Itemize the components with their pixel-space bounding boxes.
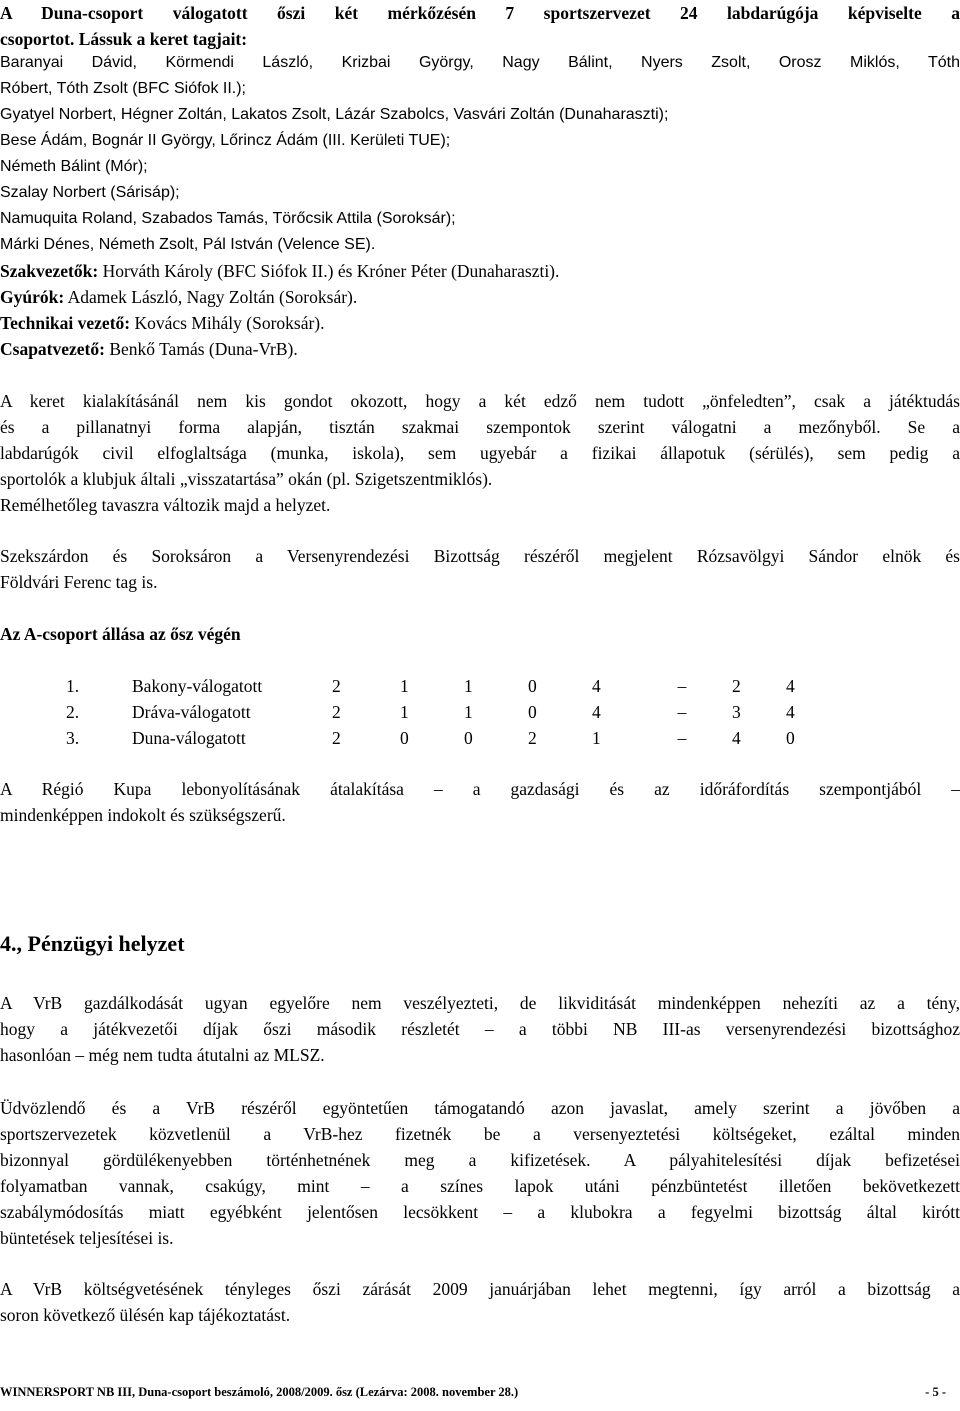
paragraph-line: büntetések teljesítései is. bbox=[0, 1228, 174, 1248]
page-footer bbox=[0, 1385, 960, 1400]
paragraph-line: bizonnyal gördülékenyebben történhetnének meg a kifizetések. A pályahitelesítési díjak befizetései bbox=[0, 1150, 960, 1170]
standings-cell-pts: 0 bbox=[786, 728, 795, 748]
roster-line: Baranyai Dávid, Körmendi László, Krizbai György, Nagy Bálint, Nyers Zsolt, Orosz Miklós, Tóth bbox=[0, 54, 960, 71]
staff-label: Gyúrók: bbox=[0, 287, 65, 307]
standings-title: Az A-csoport állása az ősz végén bbox=[0, 624, 241, 644]
paragraph-line: Szekszárdon és Soroksáron a Versenyrendezési Bizottság részéről megjelent Rózsavölgyi Sándor elnök és bbox=[0, 546, 960, 566]
paragraph-keret bbox=[0, 388, 960, 518]
staff-value: Horváth Károly (BFC Siófok II.) és Króner Péter (Dunaharaszti). bbox=[98, 261, 560, 281]
standings-cell-ga: 3 bbox=[732, 702, 741, 722]
roster-line: Németh Bálint (Mór); bbox=[0, 158, 148, 175]
paragraph-line: labdarúgók civil elfoglaltsága (munka, iskola), sem ugyebár a fizikai állapotuk (sérülés), sem pedig a bbox=[0, 443, 960, 463]
staff-line bbox=[0, 310, 960, 336]
staff-label: Technikai vezető: bbox=[0, 313, 131, 333]
standings-row bbox=[66, 699, 806, 725]
paragraph-vrb-2 bbox=[0, 1095, 960, 1251]
paragraph-line: hasonlóan – még nem tudta átutalni az MLSZ. bbox=[0, 1045, 325, 1065]
staff-list bbox=[0, 258, 960, 362]
standings-cell-ga: 2 bbox=[732, 676, 741, 696]
standings-cell-won: 1 bbox=[400, 702, 409, 722]
paragraph-line: Üdvözlendő és a VrB részéről egyöntetűen támogatandó azon javaslat, amely szerint a jövőben a bbox=[0, 1098, 960, 1118]
footer-title: WINNERSPORT NB III, Duna-csoport beszámoló, 2008/2009. ősz (Lezárva: 2008. november 28.) bbox=[0, 1385, 519, 1399]
intro-line-2: csoportot. Lássuk a keret tagjait: bbox=[0, 29, 248, 49]
standings-row bbox=[66, 725, 806, 751]
staff-label: Szakvezetők: bbox=[0, 261, 99, 281]
standings-cell-gf: 4 bbox=[592, 676, 601, 696]
standings-cell-pts: 4 bbox=[786, 702, 795, 722]
standings-cell-gf: 4 bbox=[592, 702, 601, 722]
standings-cell-team: Bakony-válogatott bbox=[132, 676, 263, 696]
roster-list bbox=[0, 50, 960, 258]
roster-line: Márki Dénes, Németh Zsolt, Pál István (Velence SE). bbox=[0, 236, 376, 253]
intro-line-1: A Duna-csoport válogatott őszi két mérkőzésén 7 sportszervezet 24 labdarúgója képviselte a bbox=[0, 3, 960, 23]
roster-line: Szalay Norbert (Sárisáp); bbox=[0, 184, 180, 201]
standings-cell-drawn: 1 bbox=[464, 676, 473, 696]
paragraph-line: soron következő ülésén kap tájékoztatást. bbox=[0, 1305, 291, 1325]
standings-row bbox=[66, 673, 806, 699]
paragraph-line: mindenképpen indokolt és szükségszerű. bbox=[0, 805, 286, 825]
standings-cell-rank: 2. bbox=[66, 702, 80, 722]
standings-cell-dash: – bbox=[677, 728, 687, 748]
standings-cell-won: 0 bbox=[400, 728, 409, 748]
staff-value: Benkő Tamás (Duna-VrB). bbox=[104, 339, 298, 359]
standings-cell-rank: 3. bbox=[66, 728, 80, 748]
standings-cell-won: 1 bbox=[400, 676, 409, 696]
paragraph-line: A VrB gazdálkodását ugyan egyelőre nem veszélyezteti, de likviditását mindenképpen nehezíti az a tény, bbox=[0, 993, 960, 1013]
paragraph-line: A VrB költségvetésének tényleges őszi zárását 2009 januárjában lehet megtenni, így arról a bizottság a bbox=[0, 1279, 960, 1299]
staff-line bbox=[0, 336, 960, 362]
staff-value: Adamek László, Nagy Zoltán (Soroksár). bbox=[64, 287, 358, 307]
standings-cell-team: Duna-válogatott bbox=[132, 728, 246, 748]
paragraph-line: szabálymódosítás miatt egyébként jelentősen lecsökkent – a klubokra a fegyelmi bizottság által kirótt bbox=[0, 1202, 960, 1222]
staff-line bbox=[0, 258, 960, 284]
standings-cell-played: 2 bbox=[332, 728, 341, 748]
standings-cell-played: 2 bbox=[332, 702, 341, 722]
paragraph-line: hogy a játékvezetői díjak őszi második részletét – a többi NB III-as versenyrendezési bizottsághoz bbox=[0, 1019, 960, 1039]
standings-cell-lost: 0 bbox=[528, 702, 537, 722]
standings-cell-rank: 1. bbox=[66, 676, 80, 696]
roster-line: Namuquita Roland, Szabados Tamás, Törőcsik Attila (Soroksár); bbox=[0, 210, 456, 227]
page-number: - 5 - bbox=[925, 1385, 946, 1399]
paragraph-vrb-3 bbox=[0, 1276, 960, 1328]
paragraph-line: folyamatban vannak, csakúgy, mint – a színes lapok utáni pénzbüntetést illetően bekövetkezett bbox=[0, 1176, 960, 1196]
staff-line bbox=[0, 284, 960, 310]
standings-cell-gf: 1 bbox=[592, 728, 601, 748]
standings-cell-ga: 4 bbox=[732, 728, 741, 748]
standings-cell-drawn: 0 bbox=[464, 728, 473, 748]
standings-cell-dash: – bbox=[677, 676, 687, 696]
intro-paragraph bbox=[0, 0, 960, 52]
paragraph-line: sportolók a klubjuk általi „visszatartása” okán (pl. Szigetszentmiklós). bbox=[0, 469, 493, 489]
paragraph-line: sportszervezetek közvetlenül a VrB-hez fizetnék be a versenyeztetési költségeket, ezáltal minden bbox=[0, 1124, 960, 1144]
roster-line: Gyatyel Norbert, Hégner Zoltán, Lakatos Zsolt, Lázár Szabolcs, Vasvári Zoltán (Dunaharaszti); bbox=[0, 106, 669, 123]
roster-line: Róbert, Tóth Zsolt (BFC Siófok II.); bbox=[0, 80, 246, 97]
standings-table bbox=[66, 673, 806, 751]
paragraph-line: A keret kialakításánál nem kis gondot okozott, hogy a két edző nem tudott „önfeledten”, csak a játéktudás bbox=[0, 391, 960, 411]
standings-cell-played: 2 bbox=[332, 676, 341, 696]
paragraph-line: Remélhetőleg tavaszra változik majd a helyzet. bbox=[0, 495, 331, 515]
paragraph-szekszard bbox=[0, 543, 960, 595]
paragraph-regio bbox=[0, 776, 960, 828]
paragraph-line: Földvári Ferenc tag is. bbox=[0, 572, 158, 592]
section-heading: 4., Pénzügyi helyzet bbox=[0, 931, 185, 956]
standings-cell-dash: – bbox=[677, 702, 687, 722]
standings-cell-lost: 2 bbox=[528, 728, 537, 748]
staff-label: Csapatvezető: bbox=[0, 339, 105, 359]
standings-cell-drawn: 1 bbox=[464, 702, 473, 722]
paragraph-line: A Régió Kupa lebonyolításának átalakítása – a gazdasági és az időráfordítás szempontjából – bbox=[0, 779, 960, 799]
standings-cell-lost: 0 bbox=[528, 676, 537, 696]
paragraph-vrb-1 bbox=[0, 990, 960, 1068]
standings-cell-team: Dráva-válogatott bbox=[132, 702, 251, 722]
paragraph-line: és a pillanatnyi forma alapján, tisztán szakmai szempontok szerint válogatni a mezőnyből. Se a bbox=[0, 417, 960, 437]
standings-cell-pts: 4 bbox=[786, 676, 795, 696]
roster-line: Bese Ádám, Bognár II György, Lőrincz Ádám (III. Kerületi TUE); bbox=[0, 132, 451, 149]
staff-value: Kovács Mihály (Soroksár). bbox=[130, 313, 325, 333]
